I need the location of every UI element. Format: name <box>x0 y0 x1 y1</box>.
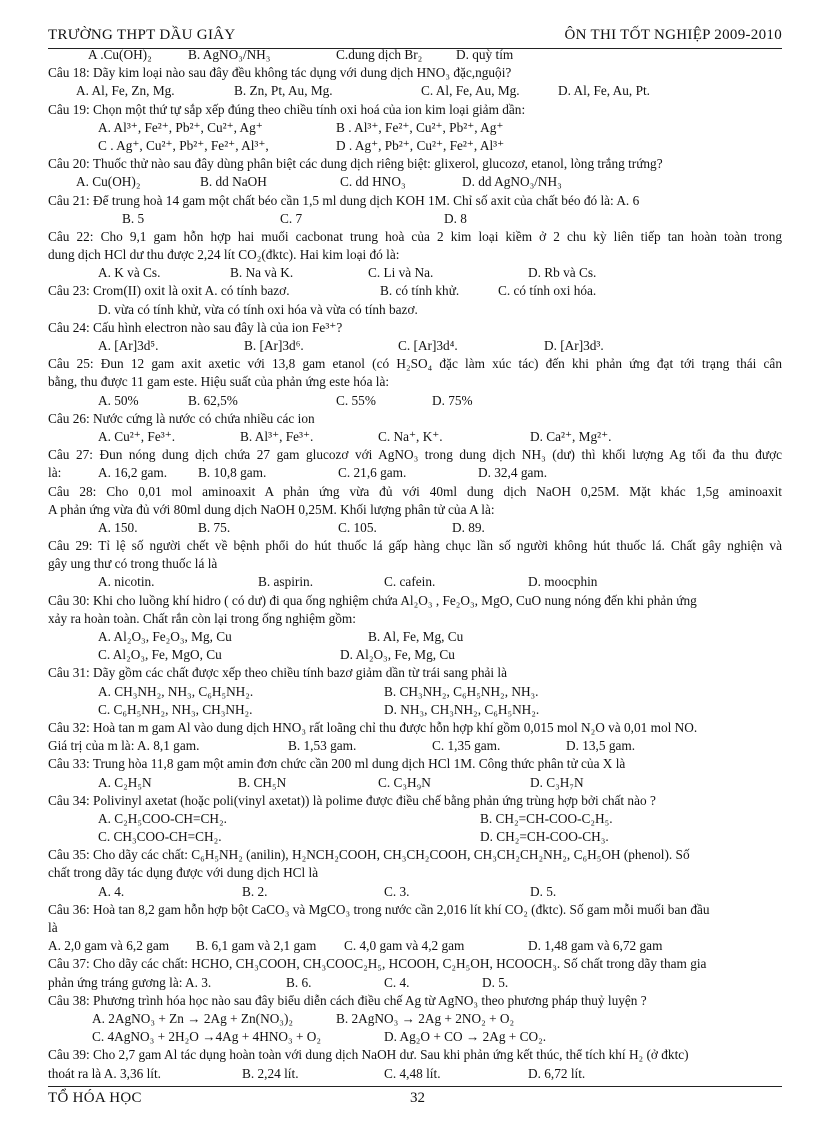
answer-option: A. CH₃NH₂, NH₃, C₆H₅NH₂. <box>98 683 254 699</box>
exam-title: ÔN THI TỐT NGHIỆP 2009-2010 <box>564 27 782 43</box>
answer-option: A. C₂H₅COO-CH=CH₂. <box>98 810 227 826</box>
answer-option: A. 150. <box>98 519 138 535</box>
exam-questions <box>48 46 782 1083</box>
text-line: Câu 33: Trung hòa 11,8 gam một amin đơn chức cần 200 ml dung dịch HCl 1M. Công thức phân tử của X là <box>48 756 626 772</box>
answer-option: B. aspirin. <box>258 574 314 590</box>
answer-option: D. 6,72 lít. <box>528 1065 586 1081</box>
answer-option: B. 2AgNO₃ → 2Ag + 2NO₂ + O₂ <box>336 1010 515 1026</box>
text-line <box>48 264 782 282</box>
answer-option: A. Al³⁺, Fe²⁺, Pb²⁺, Cu²⁺, Ag⁺ <box>98 119 263 135</box>
answer-option: C. 7 <box>280 210 303 226</box>
answer-option: B. CH₂=CH-COO-C₂H₅. <box>480 810 613 826</box>
department-name: TỔ HÓA HỌC <box>48 1090 142 1106</box>
school-name: TRƯỜNG THPT DẦU GIÂY <box>48 27 236 43</box>
answer-option: D. CH₂=CH-COO-CH₃. <box>480 829 609 845</box>
text-line <box>48 1028 782 1046</box>
answer-option: A. [Ar]3d⁵. <box>98 338 159 353</box>
text-line: Câu 18: Dãy kim loại nào sau đây đều không tác dụng với dung dịch HNO₃ đặc,nguội? <box>48 65 512 81</box>
answer-option: B. 75. <box>198 519 231 535</box>
text-line <box>48 119 782 137</box>
answer-option: phản ứng tráng gương là: A. 3. <box>48 974 212 990</box>
answer-option: B. Na và K. <box>230 265 294 281</box>
text-line: Câu 20: Thuốc thử nào sau đây dùng phân biệt các dung dịch riêng biệt: glixerol, glucozơ, etanol, lòng trắng trứng? <box>48 156 663 172</box>
text-line <box>48 82 782 100</box>
answer-option: D. 89. <box>452 519 485 535</box>
answer-option: B. 10,8 gam. <box>198 465 267 481</box>
answer-option: A .Cu(OH)₂ <box>88 47 152 62</box>
answer-option: A. 2AgNO₃ + Zn → 2Ag + Zn(NO₃)₂ <box>92 1010 294 1026</box>
answer-option: B. Zn, Pt, Au, Mg. <box>234 83 333 99</box>
answer-option: D. Ag₂O + CO → 2Ag + CO₂. <box>384 1029 547 1045</box>
text-line: Câu 28: Cho 0,01 mol aminoaxit A phản ứng vừa đủ với 40ml dung dịch NaOH 0,25M. Mặt khác 1,5g aminoaxit <box>48 483 782 499</box>
text-line: Câu 36: Hoà tan 8,2 gam hỗn hợp bột CaCO₃ và MgCO₃ trong nước cần 2,016 lít khí CO₂ (đktc). Số gam mỗi muối ban đầu <box>48 901 710 917</box>
answer-option: A. Cu(OH)₂ <box>76 174 141 190</box>
answer-option: B. CH₃NH₂, C₆H₅NH₂, NH₃. <box>384 683 539 699</box>
answer-option: C.dung dịch Br₂ <box>336 47 423 62</box>
answer-option: C. [Ar]3d⁴. <box>398 338 458 353</box>
answer-option: B. 6,1 gam và 2,1 gam <box>196 938 317 954</box>
text-line <box>48 974 782 992</box>
answer-option: C. 4,0 gam và 4,2 gam <box>344 938 465 954</box>
answer-option: C. 105. <box>338 519 377 535</box>
answer-option: D. 1,48 gam và 6,72 gam <box>528 938 663 954</box>
answer-option: A. 4. <box>98 883 125 899</box>
answer-option: A. C₂H₅N <box>98 774 152 790</box>
answer-option: D. quỳ tím <box>456 47 514 62</box>
answer-option: D. 5. <box>482 974 509 990</box>
answer-option: B . Al³⁺, Fe²⁺, Cu²⁺, Pb²⁺, Ag⁺ <box>336 119 504 135</box>
text-line <box>48 774 782 792</box>
answer-option: C. Li và Na. <box>368 265 434 281</box>
answer-option: Câu 23: Crom(II) oxit là oxit A. có tính bazơ. <box>48 283 290 299</box>
answer-option: C. 55% <box>336 392 376 408</box>
answer-option: B. Al, Fe, Mg, Cu <box>368 629 464 644</box>
text-line <box>48 810 782 828</box>
text-line: Câu 29: Tỉ lệ số người chết về bệnh phổi do hút thuốc lá gấp hàng chục lần số người không hút thuốc lá. Chất gây nghiện và <box>48 538 782 554</box>
answer-option: B. [Ar]3d⁶. <box>244 338 304 353</box>
answer-option: C. 3. <box>384 883 410 899</box>
text-line: Câu 32: Hoà tan m gam Al vào dung dịch HNO₃ rất loãng chỉ thu được hỗn hợp khí gồm 0,015 mol N₂O và 0,01 mol NO. <box>48 719 698 735</box>
text-line: Câu 27: Đun nóng dung dịch chứa 27 gam glucozơ với AgNO₃ trong dung dịch NH₃ (dư) thì khối lượng Ag tối đa thu được <box>48 447 782 463</box>
answer-option: D. Ca²⁺, Mg²⁺. <box>530 428 612 444</box>
answer-option: A. 16,2 gam. <box>98 465 168 481</box>
text-line: Câu 37: Cho dãy các chất: HCHO, CH₃COOH, CH₃COOC₂H₅, HCOOH, C₂H₅OH, HCOOCH₃. Số chất trong dãy tham gia <box>48 956 707 972</box>
text-line: xảy ra hoàn toàn. Chất rắn còn lại trong ống nghiệm gồm: <box>48 610 356 626</box>
answer-option: D. Al₂O₃, Fe, Mg, Cu <box>340 647 455 663</box>
answer-option: B. 6. <box>286 974 312 990</box>
text-line <box>48 282 782 300</box>
answer-option: C. có tính oxi hóa. <box>498 283 597 299</box>
answer-option: A. Al₂O₃, Fe₂O₃, Mg, Cu <box>98 629 232 644</box>
text-line: Câu 35: Cho dãy các chất: C₆H₅NH₂ (anilin), H₂NCH₂COOH, CH₃CH₂COOH, CH₃CH₂CH₂NH₂, C₆H₅OH (phenol). Số <box>48 847 690 863</box>
answer-option: D. Al, Fe, Au, Pt. <box>558 83 650 99</box>
answer-option: A. nicotin. <box>98 574 155 590</box>
answer-option: B. 2,24 lít. <box>242 1065 299 1081</box>
text-line <box>48 883 782 901</box>
text-line: Câu 34: Polivinyl axetat (hoặc poli(vinyl axetat)) là polime được điều chế bằng phản ứng trùng hợp bởi chất nào ? <box>48 792 656 808</box>
answer-option: D. 32,4 gam. <box>478 465 548 481</box>
answer-option: C. C₃H₉N <box>378 774 431 790</box>
answer-option: D. 75% <box>432 392 473 408</box>
text-line: Câu 21: Để trung hoà 14 gam một chất béo cần 1,5 ml dung dịch KOH 1M. Chỉ số axit của chất béo đó là: A. 6 <box>48 192 640 208</box>
answer-option: A. 2,0 gam và 6,2 gam <box>48 938 170 954</box>
text-line <box>48 737 782 755</box>
text-line <box>48 464 782 482</box>
text-line <box>48 137 782 155</box>
answer-option: C. Al, Fe, Au, Mg. <box>421 83 520 99</box>
answer-option: D. 5. <box>530 883 557 899</box>
page-footer <box>48 1086 782 1109</box>
text-line: chất trong dãy tác dụng được với dung dịch HCl là <box>48 865 319 881</box>
text-line: Câu 25: Đun 12 gam axit axetic với 13,8 gam etanol (có H₂SO₄ đặc làm xúc tác) đến khi phản ứng đạt tới trạng thái cân <box>48 356 782 372</box>
answer-option: C. 4. <box>384 974 410 990</box>
answer-option: D. C₃H₇N <box>530 774 584 790</box>
text-line <box>48 683 782 701</box>
text-line: Câu 24: Cấu hình electron nào sau đây là của ion Fe³⁺? <box>48 319 343 335</box>
text-line: Câu 31: Dãy gồm các chất được xếp theo chiều tính bazơ giảm dần từ trái sang phải là <box>48 665 508 681</box>
answer-option: A. Al, Fe, Zn, Mg. <box>76 83 175 99</box>
answer-option: C. cafein. <box>384 574 436 590</box>
answer-option: B. 1,53 gam. <box>288 738 357 754</box>
answer-option: C. 1,35 gam. <box>432 738 501 754</box>
text-line <box>48 301 782 319</box>
text-line <box>48 573 782 591</box>
answer-option: C. Al₂O₃, Fe, MgO, Cu <box>98 647 222 663</box>
answer-option: B. AgNO₃/NH₃ <box>188 47 271 62</box>
text-line <box>48 173 782 191</box>
text-line: Câu 38: Phương trình hóa học nào sau đây biểu diễn cách điều chế Ag từ AgNO₃ theo phương pháp thuỷ luyện ? <box>48 992 647 1008</box>
text-line: Câu 19: Chọn một thứ tự sắp xếp đúng theo chiều tính oxi hoá của ion kim loại giảm dần: <box>48 101 526 117</box>
text-line <box>48 937 782 955</box>
answer-option: B. dd NaOH <box>200 174 267 190</box>
answer-option: C. Na⁺, K⁺. <box>378 428 443 444</box>
text-line <box>48 701 782 719</box>
answer-option: D. Rb và Cs. <box>528 265 597 281</box>
answer-option: C. CH₃COO-CH=CH₂. <box>98 829 222 845</box>
answer-option: là: <box>48 465 62 481</box>
answer-option: A. Cu²⁺, Fe³⁺. <box>98 428 176 444</box>
answer-option: D. moocphin <box>528 574 598 590</box>
answer-option: B. có tính khử. <box>380 283 460 299</box>
text-line: A phản ứng vừa đủ với 80ml dung dịch NaOH 0,25M. Khối lượng phân tử của A là: <box>48 501 495 517</box>
answer-option: D. NH₃, CH₃NH₂, C₆H₅NH₂. <box>384 701 540 717</box>
answer-option: B. Al³⁺, Fe³⁺. <box>240 428 314 444</box>
text-line <box>48 828 782 846</box>
text-line <box>48 392 782 410</box>
text-line <box>48 428 782 446</box>
text-line: Câu 39: Cho 2,7 gam Al tác dụng hoàn toàn với dung dịch NaOH dư. Sau khi phản ứng kết thúc, thể tích khí H₂ (ở đktc) <box>48 1047 689 1063</box>
answer-option: A. K và Cs. <box>98 265 161 281</box>
answer-option: D. 8 <box>444 210 467 226</box>
text-line <box>48 519 782 537</box>
answer-option: C. 4,48 lít. <box>384 1065 441 1081</box>
answer-option: C. 4AgNO₃ + 2H₂O →4Ag + 4HNO₃ + O₂ <box>92 1029 322 1045</box>
text-line: là <box>48 920 58 935</box>
answer-option: A. 50% <box>98 392 139 408</box>
text-line <box>48 46 782 64</box>
answer-option: C. 21,6 gam. <box>338 465 407 481</box>
text-line: Câu 22: Cho 9,1 gam hỗn hợp hai muối cacbonat trung hoà của 2 kim loại kiềm ở 2 chu kỳ liên tiếp tan hoàn toàn trong <box>48 228 782 244</box>
answer-option: Giá trị của m là: A. 8,1 gam. <box>48 738 200 754</box>
text-line <box>48 646 782 664</box>
answer-option: B. 62,5% <box>188 392 238 408</box>
text-line <box>48 1065 782 1083</box>
page-number: 32 <box>410 1090 425 1106</box>
text-line: bằng, thu được 11 gam este. Hiệu suất của phản ứng este hóa là: <box>48 374 390 390</box>
answer-option: D. dd AgNO₃/NH₃ <box>462 174 562 190</box>
answer-option: D . Ag⁺, Pb²⁺, Cu²⁺, Fe²⁺, Al³⁺ <box>336 137 505 153</box>
text-line <box>48 1010 782 1028</box>
text-line: dung dịch HCl dư thu được 2,24 lít CO₂(đktc). Hai kim loại đó là: <box>48 247 400 263</box>
text-line <box>48 628 782 646</box>
answer-option: D. vừa có tính khử, vừa có tính oxi hóa và vừa có tính bazơ. <box>98 301 418 317</box>
answer-option: C. C₆H₅NH₂, NH₃, CH₃NH₂. <box>98 701 253 717</box>
text-line: Câu 30: Khi cho luồng khí hidro ( có dư) đi qua ống nghiệm chứa Al₂O₃ , Fe₂O₃, MgO, CuO nung nóng đến khi phản ứng <box>48 592 697 608</box>
answer-option: B. CH₅N <box>238 774 287 790</box>
answer-option: C . Ag⁺, Cu²⁺, Pb²⁺, Fe²⁺, Al³⁺, <box>98 137 269 153</box>
answer-option: C. dd HNO₃ <box>340 174 406 190</box>
answer-option: D. [Ar]3d³. <box>544 338 604 353</box>
text-line <box>48 337 782 355</box>
answer-option: B. 5 <box>122 210 145 226</box>
text-line: gây ung thư có trong thuốc lá là <box>48 556 218 572</box>
answer-option: B. 2. <box>242 883 268 899</box>
text-line: Câu 26: Nước cứng là nước có chứa nhiều các ion <box>48 410 315 426</box>
text-line <box>48 210 782 228</box>
answer-option: D. 13,5 gam. <box>566 738 636 754</box>
answer-option: thoát ra là A. 3,36 lít. <box>48 1065 162 1081</box>
